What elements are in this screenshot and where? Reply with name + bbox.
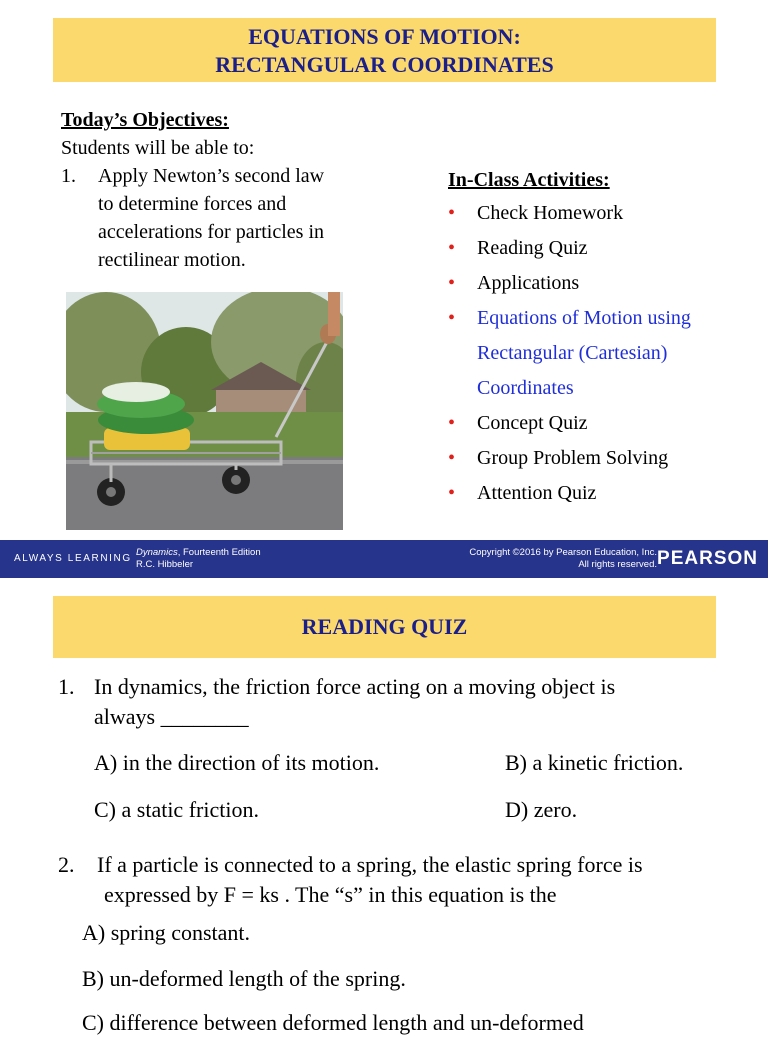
slide2-title: READING QUIZ bbox=[301, 614, 468, 639]
q1-option-a: A) in the direction of its motion. bbox=[94, 750, 380, 775]
bullet-icon: • bbox=[448, 202, 456, 224]
objective-line: to determine forces and bbox=[98, 193, 287, 215]
copyright-text: Copyright ©2016 by Pearson Education, Inc. bbox=[469, 547, 657, 558]
activities-list bbox=[448, 196, 768, 516]
pearson-logo: PEARSON bbox=[657, 548, 758, 569]
q1-line2: always ________ bbox=[94, 704, 249, 729]
bullet-icon: • bbox=[448, 482, 456, 504]
activity-label: Rectangular (Cartesian) bbox=[477, 342, 668, 364]
slide1-title-line1: EQUATIONS OF MOTION: bbox=[248, 24, 521, 49]
book-title: Dynamics bbox=[136, 547, 178, 558]
activity-label: Concept Quiz bbox=[477, 412, 588, 434]
activity-label: Coordinates bbox=[477, 377, 574, 399]
objective-line: Apply Newton’s second law bbox=[98, 165, 325, 187]
q2-number: 2. bbox=[58, 852, 75, 877]
slide1-title-line2: RECTANGULAR COORDINATES bbox=[215, 52, 554, 77]
book-credit bbox=[136, 547, 261, 571]
q2-line2: expressed by F = ks . The “s” in this equation is the bbox=[104, 882, 557, 907]
slide1-title-band bbox=[53, 18, 716, 82]
q2-option-a: A) spring constant. bbox=[82, 920, 251, 945]
bullet-icon: • bbox=[448, 447, 456, 469]
bullet-icon: • bbox=[448, 307, 456, 329]
slide2-title-band bbox=[53, 596, 716, 658]
activity-item bbox=[448, 266, 768, 301]
activity-item-highlight-cont bbox=[448, 371, 768, 406]
q2-line1: If a particle is connected to a spring, the elastic spring force is bbox=[97, 852, 643, 877]
activity-label: Check Homework bbox=[477, 202, 624, 224]
activity-label: Attention Quiz bbox=[477, 482, 597, 504]
activity-label: Equations of Motion using bbox=[477, 307, 691, 329]
activity-item bbox=[448, 406, 768, 441]
activities-heading bbox=[448, 166, 610, 194]
activity-label: Applications bbox=[477, 272, 580, 294]
objective-line: rectilinear motion. bbox=[98, 249, 246, 271]
book-edition: , Fourteenth Edition bbox=[177, 547, 261, 558]
book-title-line bbox=[136, 547, 261, 559]
copyright-block bbox=[469, 547, 657, 571]
objective-number: 1. bbox=[61, 165, 76, 187]
q1-option-b: B) a kinetic friction. bbox=[505, 750, 684, 775]
activity-item bbox=[448, 476, 768, 511]
objective-line: accelerations for particles in bbox=[98, 221, 324, 243]
bullet-icon: • bbox=[448, 237, 456, 259]
activity-item-highlight bbox=[448, 301, 768, 336]
always-learning-label: ALWAYS LEARNING bbox=[14, 553, 132, 564]
q2-option-c: C) difference between deformed length and un-deformed bbox=[82, 1010, 584, 1035]
objective-text bbox=[98, 162, 398, 274]
objectives-intro: Students will be able to: bbox=[61, 137, 255, 159]
objectives-heading bbox=[61, 106, 229, 134]
activities-heading-text: In-Class Activities: bbox=[448, 169, 610, 191]
bullet-icon: • bbox=[448, 272, 456, 294]
rights-text: All rights reserved. bbox=[578, 559, 657, 570]
q1-line1: In dynamics, the friction force acting on a moving object is bbox=[94, 674, 616, 699]
activity-label: Group Problem Solving bbox=[477, 447, 669, 469]
book-author: R.C. Hibbeler bbox=[136, 559, 194, 570]
activity-label: Reading Quiz bbox=[477, 237, 588, 259]
activity-item-highlight-cont bbox=[448, 336, 768, 371]
q1-option-d: D) zero. bbox=[505, 797, 578, 822]
q1-option-c: C) a static friction. bbox=[94, 797, 259, 822]
objectives-heading-text: Today’s Objectives: bbox=[61, 109, 229, 131]
activity-item bbox=[448, 441, 768, 476]
activity-item bbox=[448, 231, 768, 266]
q1-number: 1. bbox=[58, 674, 75, 699]
pearson-footer-bar bbox=[0, 540, 768, 578]
q2-option-b: B) un-deformed length of the spring. bbox=[82, 966, 406, 991]
activity-item bbox=[448, 196, 768, 231]
wagon-photo bbox=[66, 292, 343, 530]
bullet-icon: • bbox=[448, 412, 456, 434]
